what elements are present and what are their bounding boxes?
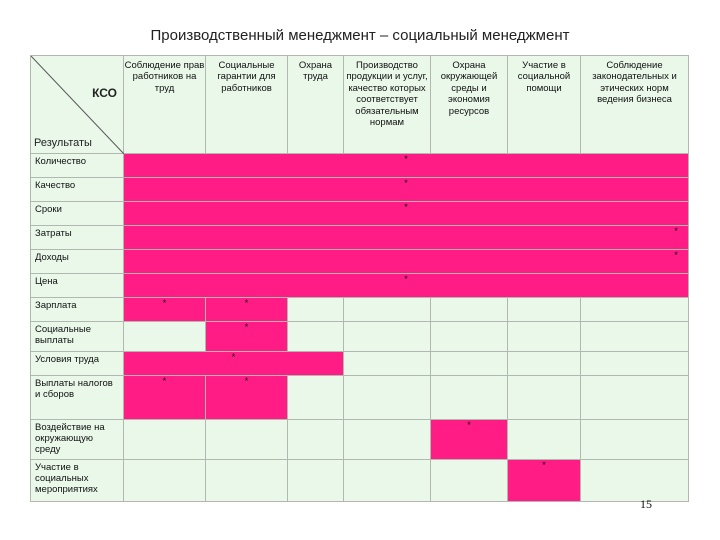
mark-cell: * [508, 460, 581, 502]
empty-cell [124, 420, 206, 460]
empty-cell [581, 376, 689, 420]
corner-cell [31, 56, 124, 154]
column-header: Соблюдение законодательных и этических норм ведения бизнеса [581, 56, 689, 154]
empty-cell [124, 460, 206, 502]
table-row [31, 420, 689, 460]
row-label: Цена [31, 274, 124, 298]
empty-cell [288, 322, 344, 352]
empty-cell [344, 376, 431, 420]
mark-cell: * [206, 376, 288, 420]
empty-cell [206, 460, 288, 502]
empty-cell [431, 352, 508, 376]
empty-cell [288, 298, 344, 322]
row-label: Сроки [31, 202, 124, 226]
mark-cell: * [206, 298, 288, 322]
row-label: Качество [31, 178, 124, 202]
table-row [31, 322, 689, 352]
column-header: Охрана труда [288, 56, 344, 154]
header-row [31, 56, 689, 154]
empty-cell [431, 298, 508, 322]
empty-cell [581, 322, 689, 352]
table-row [31, 178, 689, 202]
empty-cell [344, 322, 431, 352]
results-label: Результаты [34, 137, 92, 149]
kso-label: КСО [92, 86, 117, 100]
table-row [31, 274, 689, 298]
column-header: Соблюдение прав работников на труд [124, 56, 206, 154]
row-label: Условия труда [31, 352, 124, 376]
empty-cell [508, 376, 581, 420]
mark-cell: * [124, 226, 689, 250]
table-row [31, 376, 689, 420]
row-label: Доходы [31, 250, 124, 274]
empty-cell [344, 460, 431, 502]
mark-cell: * [124, 154, 689, 178]
row-label: Социальные выплаты [31, 322, 124, 352]
empty-cell [206, 420, 288, 460]
empty-cell [431, 322, 508, 352]
mark-cell: * [124, 352, 344, 376]
table-row [31, 250, 689, 274]
table-row [31, 352, 689, 376]
row-label: Количество [31, 154, 124, 178]
empty-cell [344, 298, 431, 322]
empty-cell [288, 420, 344, 460]
empty-cell [581, 420, 689, 460]
empty-cell [508, 352, 581, 376]
empty-cell [508, 322, 581, 352]
empty-cell [288, 376, 344, 420]
table-row [31, 298, 689, 322]
empty-cell [581, 352, 689, 376]
row-label: Участие в социальных мероприятиях [31, 460, 124, 502]
row-label: Затраты [31, 226, 124, 250]
empty-cell [508, 298, 581, 322]
empty-cell [431, 376, 508, 420]
column-header: Охрана окружающей среды и экономия ресурсов [431, 56, 508, 154]
mark-cell: * [206, 322, 288, 352]
mark-cell: * [124, 274, 689, 298]
empty-cell [581, 460, 689, 502]
page-number: 15 [640, 497, 652, 511]
empty-cell [288, 460, 344, 502]
mark-cell: * [431, 420, 508, 460]
table-row [31, 202, 689, 226]
row-label: Зарплата [31, 298, 124, 322]
empty-cell [124, 322, 206, 352]
column-header: Производство продукции и услуг, качество которых соответствует обязательным нормам [344, 56, 431, 154]
empty-cell [344, 352, 431, 376]
mark-cell: * [124, 178, 689, 202]
empty-cell [581, 298, 689, 322]
mark-cell: * [124, 376, 206, 420]
mark-cell: * [124, 298, 206, 322]
table-row [31, 460, 689, 502]
matrix-table [30, 55, 689, 502]
page-title: Производственный менеджмент – социальный менеджмент [150, 27, 570, 44]
row-label: Выплаты налогов и сборов [31, 376, 124, 420]
empty-cell [431, 460, 508, 502]
mark-cell: * [124, 202, 689, 226]
empty-cell [344, 420, 431, 460]
table-row [31, 226, 689, 250]
table-row [31, 154, 689, 178]
column-header: Участие в социальной помощи [508, 56, 581, 154]
column-header: Социальные гарантии для работников [206, 56, 288, 154]
mark-cell: * [124, 250, 689, 274]
row-label: Воздействие на окружающую среду [31, 420, 124, 460]
empty-cell [508, 420, 581, 460]
